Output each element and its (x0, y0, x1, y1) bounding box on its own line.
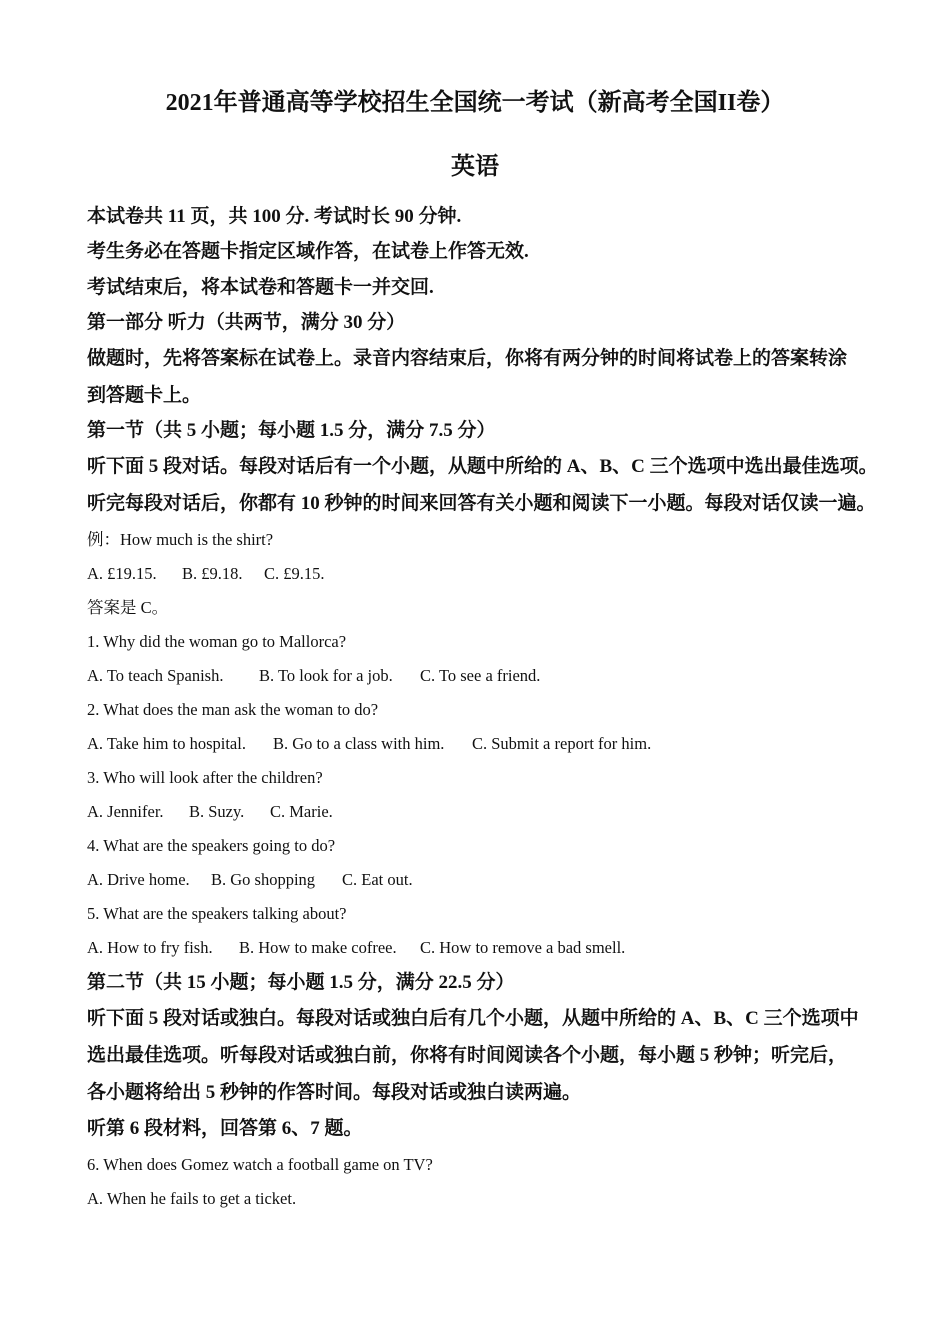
subject-title: 英语 (451, 154, 499, 180)
question-2: 2. What does the man ask the woman to do? (87, 700, 379, 719)
section1-desc-line-2: 听完每段对话后，你都有 10 秒钟的时间来回答有关小题和阅读下一小题。每段对话仅读一遍。 (87, 493, 876, 514)
option-b: B. Go shopping (211, 870, 316, 889)
section2-desc-line-3: 各小题将给出 5 秒钟的作答时间。每段对话或独白读两遍。 (87, 1082, 582, 1103)
option-b: B. Suzy. (189, 802, 245, 821)
option-c: C. Eat out. (342, 870, 413, 889)
question-3-options (87, 799, 333, 825)
question-4: 4. What are the speakers going to do? (87, 836, 336, 855)
section1-heading: 第一节（共 5 小题；每小题 1.5 分，满分 7.5 分） (87, 420, 496, 441)
section2-desc-line-2: 选出最佳选项。听每段对话或独白前，你将有时间阅读各个小题，每小题 5 秒钟；听完后， (87, 1045, 848, 1066)
option-a: A. Take him to hospital. (87, 734, 246, 753)
part1-heading: 第一部分 听力（共两节，满分 30 分） (87, 312, 406, 333)
option-a: A. Jennifer. (87, 802, 164, 821)
section1-desc-line-1: 听下面 5 段对话。每段对话后有一个小题，从题中所给的 A、B、C 三个选项中选出最佳选项。 (87, 456, 878, 477)
instruction-3: 考试结束后，将本试卷和答题卡一并交回. (87, 277, 434, 298)
instruction-1: 本试卷共 11 页，共 100 分. 考试时长 90 分钟. (87, 206, 462, 227)
option-c: C. £9.15. (264, 564, 325, 583)
part1-desc-line-2: 到答题卡上。 (87, 385, 202, 406)
question-1-options (87, 663, 540, 689)
option-b: B. To look for a job. (259, 666, 393, 685)
example-answer: 答案是 C。 (87, 598, 169, 617)
question-6-option-a: A. When he fails to get a ticket. (87, 1189, 297, 1208)
option-c: C. To see a friend. (420, 666, 541, 685)
option-a: A. £19.15. (87, 564, 157, 583)
option-b: B. £9.18. (182, 564, 243, 583)
question-4-options (87, 867, 413, 893)
question-5: 5. What are the speakers talking about? (87, 904, 347, 923)
section2-heading: 第二节（共 15 小题；每小题 1.5 分，满分 22.5 分） (87, 972, 515, 993)
option-a: A. To teach Spanish. (87, 666, 224, 685)
option-a: A. Drive home. (87, 870, 190, 889)
example-question: 例：How much is the shirt? (87, 530, 274, 549)
option-c: C. Marie. (270, 802, 333, 821)
question-1: 1. Why did the woman go to Mallorca? (87, 632, 347, 651)
question-6: 6. When does Gomez watch a football game on TV? (87, 1155, 433, 1174)
question-2-options (87, 731, 651, 757)
option-c: C. Submit a report for him. (472, 734, 652, 753)
option-b: B. Go to a class with him. (273, 734, 445, 753)
exam-title: 2021年普通高等学校招生全国统一考试（新高考全国II卷） (165, 90, 785, 116)
option-a: A. How to fry fish. (87, 938, 213, 957)
section2-desc-line-1: 听下面 5 段对话或独白。每段对话或独白后有几个小题，从题中所给的 A、B、C 三个选项中 (87, 1008, 859, 1029)
instruction-2: 考生务必在答题卡指定区域作答，在试卷上作答无效. (87, 241, 529, 262)
option-c: C. How to remove a bad smell. (420, 938, 626, 957)
material-6-instruction: 听第 6 段材料，回答第 6、7 题。 (87, 1118, 363, 1139)
option-b: B. How to make cofree. (239, 938, 397, 957)
question-3: 3. Who will look after the children? (87, 768, 323, 787)
example-options (87, 561, 325, 587)
part1-desc-line-1: 做题时，先将答案标在试卷上。录音内容结束后，你将有两分钟的时间将试卷上的答案转涂 (87, 348, 848, 369)
question-5-options (87, 935, 625, 961)
